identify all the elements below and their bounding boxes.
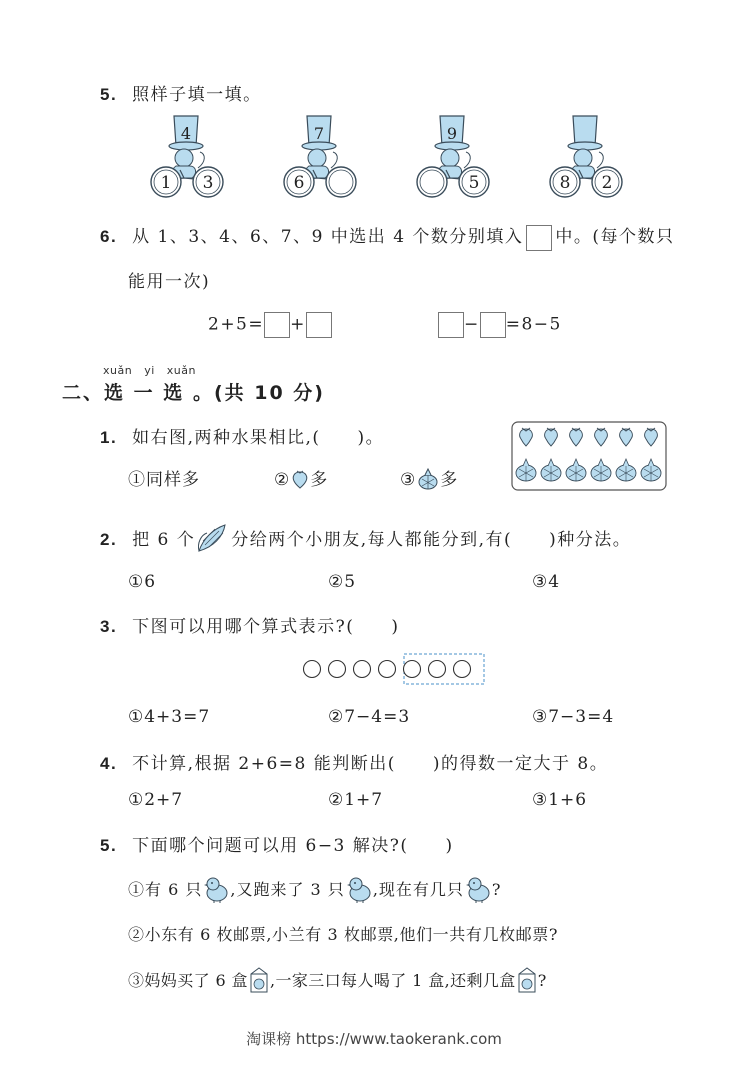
right-wheel-number: 5 bbox=[468, 173, 480, 193]
chick-icon bbox=[202, 874, 230, 904]
q3-option-1[interactable]: ①4+3=7 bbox=[128, 707, 211, 727]
choice-question-2: 2. 把 6 个 分给两个小朋友,每人都能分到,有( )种分法。 bbox=[100, 521, 631, 555]
choice-question-4: 4. 不计算,根据 2+6=8 能判断出( )的得数一定大于 8。 bbox=[100, 754, 609, 774]
q1-option-1[interactable]: ①同样多 bbox=[128, 470, 200, 490]
equation-2: − =8−5 bbox=[438, 312, 562, 338]
hat-number: 4 bbox=[180, 124, 192, 143]
q3-option-2[interactable]: ②7−4=3 bbox=[328, 707, 411, 727]
q1-option-2[interactable]: ② 多 bbox=[274, 470, 329, 490]
section-2-title: 二、选 一 选 。(共 10 分) bbox=[62, 382, 325, 404]
circle-mark bbox=[404, 661, 421, 678]
right-wheel-number: 3 bbox=[202, 173, 214, 193]
monkey-bike-2 bbox=[284, 116, 356, 197]
fruit-comparison-panel bbox=[510, 420, 668, 492]
q4-option-2[interactable]: ②1+7 bbox=[328, 790, 384, 810]
answer-box-1[interactable] bbox=[264, 312, 290, 338]
choice-question-3: 3. 下图可以用哪个算式表示?( ) bbox=[100, 617, 400, 637]
milk-carton-icon bbox=[248, 966, 270, 994]
circle-mark bbox=[429, 661, 446, 678]
right-wheel bbox=[326, 167, 356, 197]
q3-option-3[interactable]: ③7−3=4 bbox=[532, 707, 615, 727]
circle-mark bbox=[379, 661, 396, 678]
chick-icon bbox=[464, 874, 492, 904]
q5-option-3[interactable]: ③妈妈买了 6 盒 ,一家三口每人喝了 1 盒,还剩几盒 ? bbox=[128, 966, 547, 994]
pineapple-icon bbox=[416, 467, 440, 491]
left-wheel-number: 8 bbox=[559, 173, 571, 193]
question-5-top: 5. 照样子填一填。 bbox=[100, 85, 262, 105]
monkey-bike-4 bbox=[550, 116, 622, 197]
right-wheel-number: 2 bbox=[601, 173, 613, 193]
section-pinyin: xuǎn yi xuǎn bbox=[103, 364, 196, 377]
circle-mark bbox=[454, 661, 471, 678]
corn-icon bbox=[195, 521, 231, 555]
monkey-bike-1 bbox=[151, 116, 223, 197]
monkey-bikes-figure bbox=[140, 112, 660, 202]
strawberry-icon bbox=[290, 469, 310, 489]
left-wheel-number: 6 bbox=[293, 173, 305, 193]
answer-box-2[interactable] bbox=[306, 312, 332, 338]
circles-figure bbox=[302, 652, 488, 688]
monkey-bike-3 bbox=[417, 116, 489, 197]
choice-question-5: 5. 下面哪个问题可以用 6−3 解决?( ) bbox=[100, 836, 454, 856]
circle-mark bbox=[329, 661, 346, 678]
q5-option-1[interactable]: ①有 6 只 ,又跑来了 3 只 ,现在有几只 ? bbox=[128, 874, 501, 904]
answer-box-3[interactable] bbox=[438, 312, 464, 338]
question-6-line2: 能用一次) bbox=[128, 272, 211, 292]
left-wheel-number: 1 bbox=[160, 173, 172, 193]
q2-option-1[interactable]: ①6 bbox=[128, 572, 157, 592]
circle-mark bbox=[304, 661, 321, 678]
question-6: 6. 从 1、3、4、6、7、9 中选出 4 个数分别填入 中。(每个数只 bbox=[100, 222, 675, 251]
answer-box-sample bbox=[526, 225, 552, 251]
equation-1: 2+5= + bbox=[208, 312, 332, 338]
q1-option-3[interactable]: ③ 多 bbox=[400, 465, 458, 491]
q2-option-3[interactable]: ③4 bbox=[532, 572, 561, 592]
hat-number: 9 bbox=[446, 124, 458, 143]
q2-option-2[interactable]: ②5 bbox=[328, 572, 357, 592]
footer-watermark: 淘课榜 https://www.taokerank.com bbox=[246, 1030, 502, 1048]
left-wheel bbox=[417, 167, 447, 197]
q4-option-3[interactable]: ③1+6 bbox=[532, 790, 588, 810]
answer-box-4[interactable] bbox=[480, 312, 506, 338]
chick-icon bbox=[345, 874, 373, 904]
q4-option-1[interactable]: ①2+7 bbox=[128, 790, 184, 810]
hat-number: 7 bbox=[313, 124, 325, 143]
choice-question-1: 1. 如右图,两种水果相比,( )。 bbox=[100, 428, 385, 448]
circle-mark bbox=[354, 661, 371, 678]
q5-option-2[interactable]: ②小东有 6 枚邮票,小兰有 3 枚邮票,他们一共有几枚邮票? bbox=[128, 925, 559, 944]
milk-carton-icon bbox=[516, 966, 538, 994]
